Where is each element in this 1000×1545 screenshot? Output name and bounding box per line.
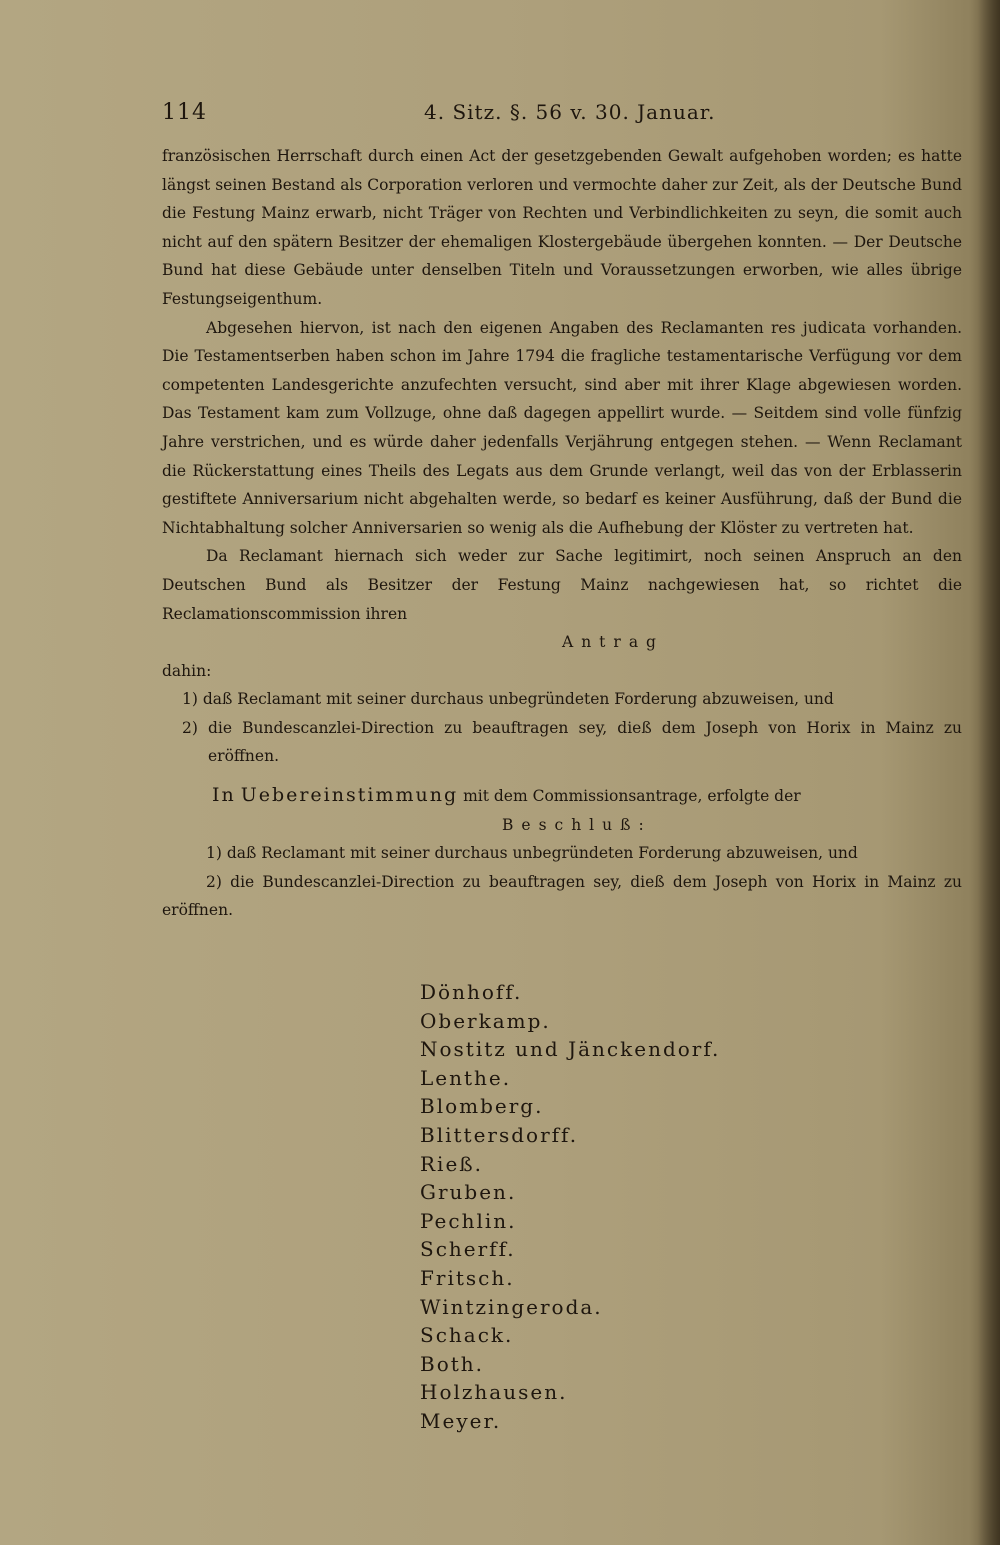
signature-name: Meyer. bbox=[420, 1408, 502, 1433]
signature-name: Both. bbox=[420, 1351, 485, 1376]
signature-name: Scherff. bbox=[420, 1237, 516, 1262]
signature-name: Blittersdorff. bbox=[420, 1122, 579, 1147]
paragraph-2: Abgesehen hiervon, ist nach den eigenen Angaben des Reclamanten res judicata vorhanden. Die Testamentserben haben schon im Jahre 1794 die fragliche testamentarische Verfügung vor dem competenten Landesgerichte anzufechten versucht, sind aber mit ihrer Klage abgewiesen worden. Das Testament kam zum Vollzuge, ohne daß dagegen appellirt wurde. — Seitdem sind volle fünfzig Jahre verstrichen, und es würde daher jedenfalls Verjährung entgegen stehen. — Wenn Reclamant die Rückerstattung eines Theils des Legats aus dem Grunde verlangt, weil das von der Erblasserin gestiftete Anniversarium nicht abgehalten werde, so bedarf es keiner Ausführung, daß der Bund die Nichtabhaltung solcher Anniversarien so wenig als die Aufhebung der Klöster zu vertreten hat. bbox=[162, 318, 962, 537]
page-number: 114 bbox=[162, 100, 207, 125]
signature-name: Schack. bbox=[420, 1323, 514, 1348]
beschluss-item-1: 1) daß Reclamant mit seiner durchaus unbegründeten Forderung abzuweisen, und bbox=[206, 844, 858, 863]
signature-name: Fritsch. bbox=[420, 1265, 515, 1290]
paragraph-1: französischen Herrschaft durch einen Act der gesetzgebenden Gewalt aufgehoben worden; es hatte längst seinen Bestand als Corporation verloren und vermochte daher zur Zeit, als der Deutsche Bund die Festung Mainz erwarb, nicht Träger von Rechten und Verbindlichkeiten zu seyn, die somit auch nicht auf den spätern Besitzer der ehemaligen Klostergebäude übergehen konnten. — Der Deutsche Bund hat diese Gebäude unter denselben Titeln und Voraussetzungen erworben, wie alles übrige Festungseigenthum. bbox=[162, 147, 962, 308]
signature-name: Pechlin. bbox=[420, 1208, 517, 1233]
signature-name: Lenthe. bbox=[420, 1065, 512, 1090]
signature-name: Gruben. bbox=[420, 1180, 517, 1205]
page-body bbox=[162, 142, 962, 925]
antrag-item-1: 1) daß Reclamant mit seiner durchaus unbegründeten Forderung abzuweisen, und bbox=[182, 690, 834, 709]
signature-name: Holzhausen. bbox=[420, 1380, 568, 1405]
signature-list bbox=[420, 978, 720, 1436]
antrag-heading: Antrag bbox=[562, 633, 664, 652]
beschluss-heading: Beschluß: bbox=[502, 815, 652, 834]
decision-word: Uebereinstimmung bbox=[240, 784, 459, 807]
signature-name: Wintzingeroda. bbox=[420, 1294, 603, 1319]
decision-line bbox=[162, 781, 962, 811]
paragraph-3: Da Reclamant hiernach sich weder zur Sache legitimirt, noch seinen Anspruch an den Deutschen Bund als Besitzer der Festung Mainz nachgewiesen hat, so richtet die Reclamationscommission ihren bbox=[162, 547, 962, 623]
antrag-item-2: 2) die Bundescanzlei-Direction zu beauftragen sey, dieß dem Joseph von Horix in Mainz zu eröffnen. bbox=[182, 718, 962, 766]
running-head: 4. Sitz. §. 56 v. 30. Januar. bbox=[424, 100, 716, 124]
decision-suffix: mit dem Commissionsantrage, erfolgte der bbox=[463, 787, 801, 806]
signature-name: Dönhoff. bbox=[420, 980, 523, 1004]
signature-name: Rieß. bbox=[420, 1151, 484, 1176]
dahin-label: dahin: bbox=[162, 661, 212, 680]
page-header bbox=[162, 96, 962, 130]
decision-prefix: In bbox=[212, 784, 236, 807]
beschluss-item-2: 2) die Bundescanzlei-Direction zu beauftragen sey, dieß dem Joseph von Horix in Mainz zu eröffnen. bbox=[162, 872, 962, 920]
signature-name: Oberkamp. bbox=[420, 1008, 551, 1033]
signature-name: Nostitz und Jänckendorf. bbox=[420, 1037, 721, 1062]
signature-name: Blomberg. bbox=[420, 1094, 544, 1119]
